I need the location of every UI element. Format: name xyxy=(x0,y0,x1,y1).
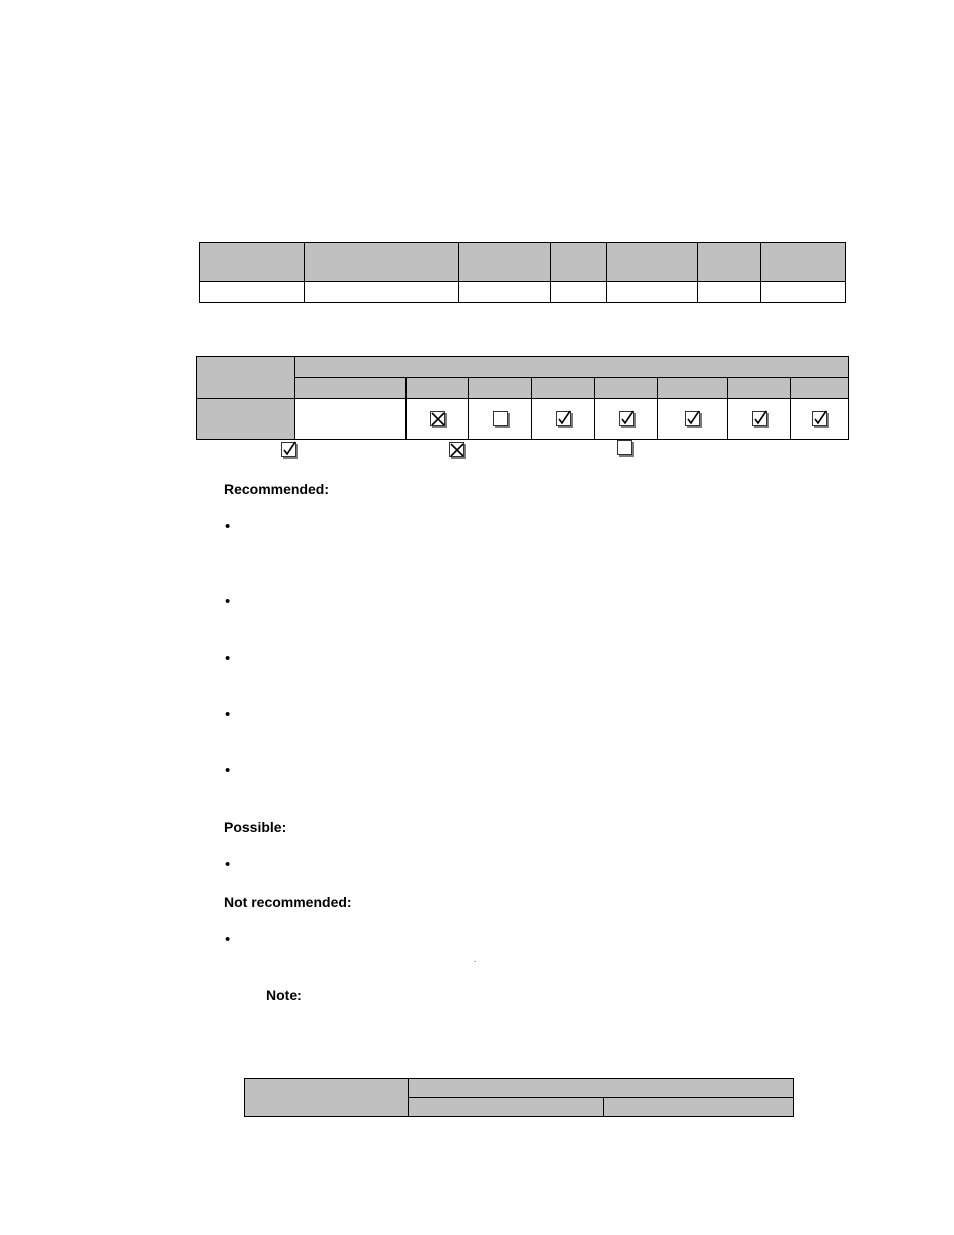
table2-checkbox-cell xyxy=(406,399,469,440)
table1-header-cell xyxy=(761,243,846,282)
cross-box-icon xyxy=(430,411,445,426)
table3-subheader-cell xyxy=(409,1098,604,1117)
table2-checkbox-cell xyxy=(791,399,849,440)
header-table-3 xyxy=(244,1078,794,1117)
table1-header-cell xyxy=(305,243,459,282)
table1-cell xyxy=(761,282,846,303)
check-box-icon xyxy=(619,411,634,426)
table1-cell xyxy=(459,282,551,303)
bullet-symbol: • xyxy=(225,762,231,779)
table1-header-cell xyxy=(459,243,551,282)
table1-header-cell xyxy=(551,243,607,282)
table2-checkbox-cell xyxy=(658,399,728,440)
table1-cell xyxy=(698,282,761,303)
table2-subheader-cell xyxy=(658,378,728,399)
table1-header-cell xyxy=(607,243,698,282)
table2-checkbox-cell xyxy=(532,399,595,440)
bullet-symbol: • xyxy=(225,593,231,610)
empty-box-icon xyxy=(617,440,632,455)
table1-header-cell xyxy=(200,243,305,282)
suitability-table xyxy=(196,356,849,440)
table1-cell xyxy=(551,282,607,303)
bullet-symbol: • xyxy=(225,518,231,535)
bullet-symbol: • xyxy=(225,856,231,873)
bullet-symbol: • xyxy=(225,650,231,667)
table1-cell xyxy=(305,282,459,303)
bullet-symbol: • xyxy=(225,706,231,723)
check-box-icon xyxy=(812,411,827,426)
table3-subheader-cell xyxy=(604,1098,794,1117)
check-box-icon xyxy=(685,411,700,426)
table2-row-header xyxy=(197,399,295,440)
table1-cell xyxy=(607,282,698,303)
table3-corner-cell xyxy=(245,1079,409,1117)
table1-header-cell xyxy=(698,243,761,282)
table2-group-header xyxy=(295,357,849,378)
table2-checkbox-cell xyxy=(728,399,791,440)
note-heading: Note: xyxy=(266,987,302,1003)
table2-corner-cell xyxy=(197,357,295,399)
table3-group-header xyxy=(409,1079,794,1098)
check-box-icon xyxy=(752,411,767,426)
bullet-symbol: • xyxy=(225,931,231,948)
not-recommended-heading: Not recommended: xyxy=(224,894,352,910)
table2-cell xyxy=(295,399,406,440)
table2-checkbox-cell xyxy=(469,399,532,440)
table2-subheader-cell xyxy=(406,378,469,399)
table2-subheader-cell xyxy=(469,378,532,399)
table2-subheader-cell xyxy=(295,378,406,399)
check-box-icon xyxy=(556,411,571,426)
empty-box-icon xyxy=(493,411,508,426)
possible-heading: Possible: xyxy=(224,819,287,835)
cross-box-icon xyxy=(449,442,464,457)
header-table-1 xyxy=(199,242,846,303)
table2-subheader-cell xyxy=(532,378,595,399)
table2-subheader-cell xyxy=(791,378,849,399)
table2-checkbox-cell xyxy=(595,399,658,440)
check-box-icon xyxy=(281,442,296,457)
table2-subheader-cell xyxy=(595,378,658,399)
recommended-heading: Recommended: xyxy=(224,481,330,497)
table2-subheader-cell xyxy=(728,378,791,399)
stray-mark: . xyxy=(474,955,477,964)
table1-cell xyxy=(200,282,305,303)
